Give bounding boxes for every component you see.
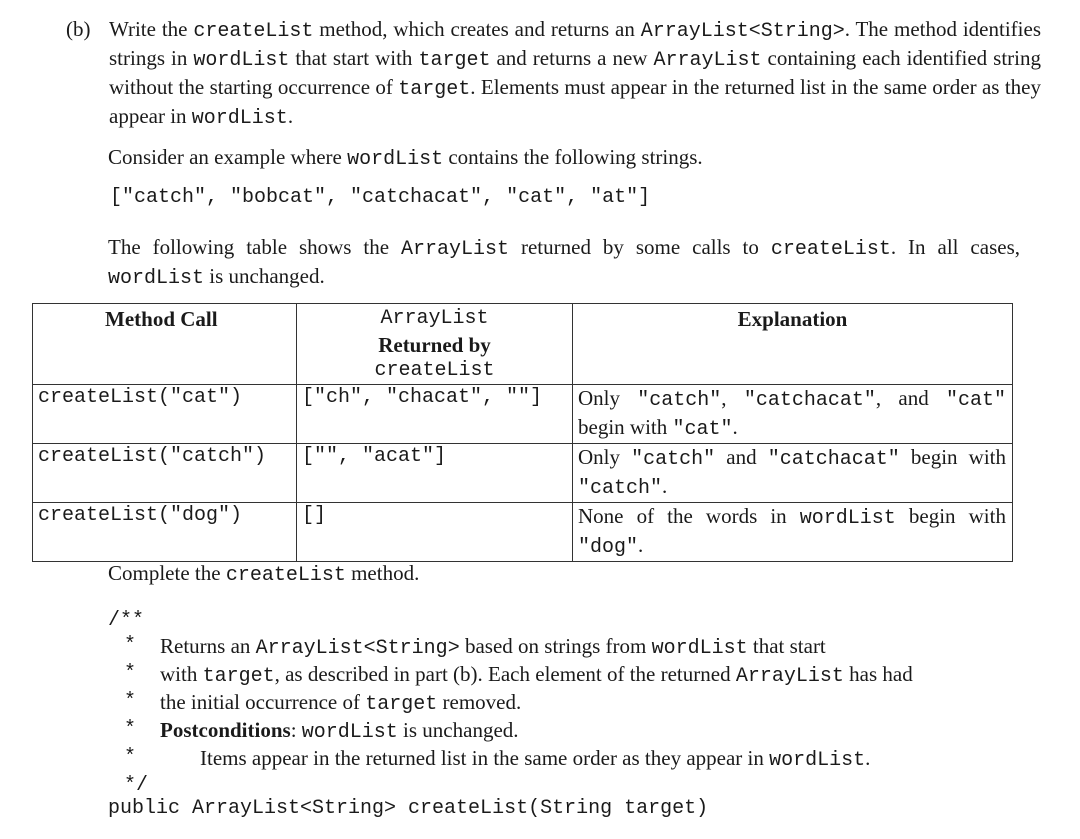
method-call-cell: createList("cat"): [33, 385, 297, 444]
text-run: and returns a new: [490, 46, 654, 70]
complete-instruction: [108, 561, 419, 587]
explanation-cell: [573, 385, 1013, 444]
comment-star: *: [124, 718, 137, 741]
text-run: contains the following strings.: [443, 145, 703, 169]
example-sentence: [108, 144, 703, 173]
comment-star: *: [124, 690, 137, 713]
comment-open: /**: [108, 609, 145, 632]
comment-star: *: [124, 662, 137, 685]
comment-line: [160, 688, 521, 719]
header-returned-line1: ArrayList: [380, 307, 489, 330]
comment-line: [200, 744, 870, 775]
inline-code: "catch": [637, 389, 722, 412]
result-cell: ["", "acat"]: [297, 444, 573, 503]
sample-word-list: ["catch", "bobcat", "catchacat", "cat", "at"]: [110, 186, 651, 209]
inline-code: ArrayList: [401, 238, 510, 261]
header-returned-line2: Returned by: [378, 333, 491, 357]
part-b-intro: [109, 16, 1041, 132]
text-run: that start: [747, 634, 826, 658]
method-call-cell: createList("dog"): [33, 503, 297, 562]
inline-code: target: [398, 78, 471, 101]
text-run: Write the: [109, 17, 194, 41]
text-run: based on strings from: [459, 634, 652, 658]
header-returned-list: [297, 304, 573, 385]
text-run: begin with: [578, 415, 673, 439]
inline-code: wordList: [108, 267, 205, 290]
result-cell: []: [297, 503, 573, 562]
comment-line: [160, 632, 826, 663]
text-run: Complete the: [108, 561, 226, 585]
text-run: .: [662, 474, 668, 498]
inline-code: wordList: [799, 507, 896, 530]
table-row: [33, 503, 1013, 562]
inline-code: "catch": [631, 448, 716, 471]
text-run: . Elements must appear in the returned list in the same order as they appear in: [109, 75, 1041, 128]
header-explanation: Explanation: [573, 304, 1013, 385]
text-run: is unchanged.: [397, 718, 519, 742]
text-run: has had: [843, 662, 913, 686]
text-run: , and: [875, 386, 946, 410]
inline-code: "cat": [672, 418, 733, 441]
inline-code: ArrayList<String>: [640, 20, 845, 43]
text-run: begin with: [899, 445, 1006, 469]
text-run: :: [290, 718, 302, 742]
table-header-row: [33, 304, 1013, 385]
text-run: Returns an: [160, 634, 256, 658]
inline-code: "catchacat": [743, 389, 876, 412]
text-run: with: [160, 662, 203, 686]
table-row: [33, 385, 1013, 444]
result-cell: ["ch", "chacat", ""]: [297, 385, 573, 444]
text-run: the initial occurrence of: [160, 690, 366, 714]
inline-code: ArrayList: [653, 49, 762, 72]
inline-code: "catchacat": [767, 448, 900, 471]
method-call-cell: createList("catch"): [33, 444, 297, 503]
inline-code: wordList: [301, 721, 398, 744]
text-run: that start with: [289, 46, 419, 70]
inline-code: "catch": [578, 477, 663, 500]
inline-code: target: [365, 693, 438, 716]
explanation-cell: [573, 503, 1013, 562]
inline-code: ArrayList: [735, 665, 844, 688]
header-returned-line3: createList: [374, 359, 495, 382]
text-run: . In all cases,: [890, 235, 1020, 259]
text-run: returned by some calls to: [509, 235, 771, 259]
text-run: Only: [578, 445, 632, 469]
inline-code: createList: [770, 238, 891, 261]
inline-code: createList: [225, 564, 346, 587]
text-run: is unchanged.: [204, 264, 325, 288]
text-run: Only: [578, 386, 638, 410]
inline-code: wordList: [769, 749, 866, 772]
inline-code: wordList: [347, 148, 444, 171]
text-run: .: [865, 746, 871, 770]
text-run: Items appear in the returned list in the same order as they appear in: [200, 746, 770, 770]
text-run: . The method identifies strings in: [109, 17, 1041, 70]
inline-code: wordList: [193, 49, 290, 72]
examples-table: [32, 303, 1013, 562]
inline-code: target: [202, 665, 275, 688]
text-run: , as described in part (b). Each element of the returned: [274, 662, 736, 686]
text-run: method.: [345, 561, 420, 585]
inline-code: wordList: [651, 637, 748, 660]
comment-line: [160, 660, 913, 691]
text-run: .: [638, 533, 644, 557]
inline-code: target: [418, 49, 491, 72]
part-b-description: [66, 16, 1041, 132]
text-run: method, which creates and returns an: [313, 17, 641, 41]
text-run: The following table shows the: [108, 235, 402, 259]
explanation-cell: [573, 444, 1013, 503]
table-intro-sentence: [108, 234, 1020, 292]
text-run: .: [732, 415, 738, 439]
comment-star: *: [124, 634, 137, 657]
part-label: (b): [66, 17, 91, 41]
inline-code: wordList: [191, 107, 288, 130]
text-run: .: [287, 104, 294, 128]
inline-code: "cat": [946, 389, 1007, 412]
text-run: containing each identified string without the starting occurrence of: [109, 46, 1041, 99]
text-run: Consider an example where: [108, 145, 348, 169]
header-method-call: Method Call: [33, 304, 297, 385]
inline-code: "dog": [578, 536, 639, 559]
comment-close: */: [124, 774, 149, 797]
method-signature: public ArrayList<String> createList(String target): [108, 797, 709, 820]
comment-star: *: [124, 746, 137, 769]
javadoc-comment: [108, 604, 913, 800]
table-row: [33, 444, 1013, 503]
bold-text: Postconditions: [160, 718, 291, 742]
inline-code: createList: [193, 20, 314, 43]
text-run: None of the words in: [578, 504, 800, 528]
text-run: and: [715, 445, 768, 469]
text-run: removed.: [437, 690, 522, 714]
inline-code: ArrayList<String>: [255, 637, 460, 660]
comment-line: [160, 716, 519, 747]
text-run: ,: [721, 386, 744, 410]
text-run: begin with: [895, 504, 1006, 528]
